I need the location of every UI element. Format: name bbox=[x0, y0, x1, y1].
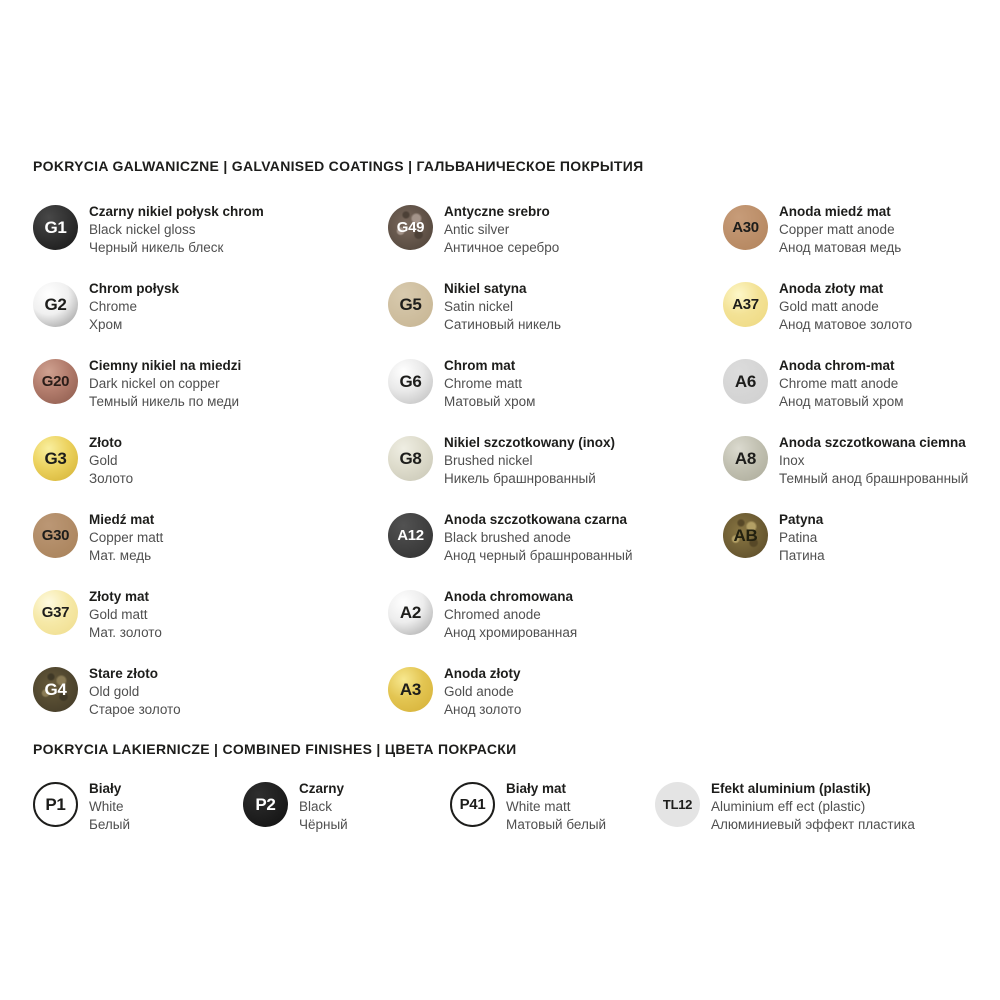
legend-item-ab bbox=[723, 511, 968, 565]
item-name_en: Gold anode bbox=[444, 684, 514, 699]
item-name_pl: Chrom mat bbox=[444, 358, 516, 373]
item-name_pl: Patyna bbox=[779, 512, 824, 527]
item-name_pl: Anoda szczotkowana ciemna bbox=[779, 435, 966, 450]
item-labels bbox=[779, 434, 968, 488]
legend-item-g6 bbox=[388, 357, 633, 411]
color-swatch-a6: A6 bbox=[723, 359, 768, 404]
item-name_en: Chromed anode bbox=[444, 607, 541, 622]
galvanised-column-2 bbox=[388, 203, 633, 742]
item-name_en: Satin nickel bbox=[444, 299, 514, 314]
item-labels bbox=[444, 511, 633, 565]
combined-column-3 bbox=[450, 780, 606, 857]
item-name_ru: Патина bbox=[779, 548, 825, 563]
legend-item-g2 bbox=[33, 280, 264, 334]
item-name_pl: Anoda złoty bbox=[444, 666, 521, 681]
item-labels bbox=[89, 434, 133, 488]
galvanised-section-title: POKRYCIA GALWANICZNE | GALVANISED COATINGS | ГАЛЬВАНИЧЕСКОЕ ПОКРЫТИЯ bbox=[33, 158, 644, 174]
color-swatch-g8: G8 bbox=[388, 436, 433, 481]
item-name_en: Gold matt bbox=[89, 607, 148, 622]
item-name_pl: Antyczne srebro bbox=[444, 204, 550, 219]
item-name_ru: Анод золото bbox=[444, 702, 522, 717]
item-name_pl: Anoda chrom-mat bbox=[779, 358, 895, 373]
item-name_en: Brushed nickel bbox=[444, 453, 533, 468]
item-name_pl: Biały bbox=[89, 781, 122, 796]
legend-item-g5 bbox=[388, 280, 633, 334]
color-swatch-p2: P2 bbox=[243, 782, 288, 827]
legend-item-g3 bbox=[33, 434, 264, 488]
color-swatch-g20: G20 bbox=[33, 359, 78, 404]
item-name_en: Aluminium eff ect (plastic) bbox=[711, 799, 866, 814]
item-name_ru: Старое золото bbox=[89, 702, 181, 717]
item-labels bbox=[444, 665, 521, 719]
item-name_en: Antic silver bbox=[444, 222, 510, 237]
item-name_ru: Черный никель блеск bbox=[89, 240, 224, 255]
item-labels bbox=[299, 780, 348, 834]
item-name_en: Black bbox=[299, 799, 333, 814]
color-swatch-g2: G2 bbox=[33, 282, 78, 327]
item-name_en: Inox bbox=[779, 453, 805, 468]
item-name_ru: Сатиновый никель bbox=[444, 317, 561, 332]
item-name_pl: Czarny bbox=[299, 781, 345, 796]
item-name_en: Gold bbox=[89, 453, 118, 468]
color-swatch-g3: G3 bbox=[33, 436, 78, 481]
legend-item-g20 bbox=[33, 357, 264, 411]
item-labels bbox=[779, 357, 904, 411]
color-swatch-g30: G30 bbox=[33, 513, 78, 558]
color-swatch-g5: G5 bbox=[388, 282, 433, 327]
item-name_pl: Anoda złoty mat bbox=[779, 281, 884, 296]
color-swatch-p1: P1 bbox=[33, 782, 78, 827]
item-name_en: Copper matt anode bbox=[779, 222, 895, 237]
legend-item-g8 bbox=[388, 434, 633, 488]
item-name_pl: Złoto bbox=[89, 435, 122, 450]
legend-item-p41 bbox=[450, 780, 606, 834]
item-name_ru: Матовый хром bbox=[444, 394, 536, 409]
item-name_en: Copper matt bbox=[89, 530, 164, 545]
combined-section-title: POKRYCIA LAKIERNICZE | COMBINED FINISHES | ЦВЕТА ПОКРАСКИ bbox=[33, 741, 517, 757]
item-labels bbox=[711, 780, 915, 834]
legend-item-g30 bbox=[33, 511, 264, 565]
legend-item-a8 bbox=[723, 434, 968, 488]
item-name_pl: Anoda miedź mat bbox=[779, 204, 891, 219]
legend-item-g37 bbox=[33, 588, 264, 642]
color-swatch-a8: A8 bbox=[723, 436, 768, 481]
item-labels bbox=[89, 780, 130, 834]
color-swatch-a2: A2 bbox=[388, 590, 433, 635]
item-labels bbox=[779, 280, 912, 334]
item-labels bbox=[89, 588, 162, 642]
color-swatch-a3: A3 bbox=[388, 667, 433, 712]
item-labels bbox=[779, 203, 901, 257]
color-swatch-p41: P41 bbox=[450, 782, 495, 827]
item-labels bbox=[89, 203, 264, 257]
legend-item-g1 bbox=[33, 203, 264, 257]
color-swatch-g49: G49 bbox=[388, 205, 433, 250]
item-name_en: Chrome matt anode bbox=[779, 376, 899, 391]
item-name_ru: Хром bbox=[89, 317, 123, 332]
item-labels bbox=[444, 203, 559, 257]
legend-item-a30 bbox=[723, 203, 968, 257]
legend-item-p2 bbox=[243, 780, 348, 834]
item-name_ru: Мат. золото bbox=[89, 625, 162, 640]
item-name_pl: Czarny nikiel połysk chrom bbox=[89, 204, 264, 219]
item-name_ru: Античное серебро bbox=[444, 240, 560, 255]
color-swatch-g37: G37 bbox=[33, 590, 78, 635]
color-swatch-g4: G4 bbox=[33, 667, 78, 712]
color-swatch-ab: AB bbox=[723, 513, 768, 558]
item-name_ru: Белый bbox=[89, 817, 131, 832]
item-labels bbox=[89, 357, 241, 411]
item-name_pl: Chrom połysk bbox=[89, 281, 180, 296]
legend-item-p1 bbox=[33, 780, 130, 834]
item-name_pl: Anoda szczotkowana czarna bbox=[444, 512, 628, 527]
item-name_pl: Stare złoto bbox=[89, 666, 159, 681]
item-name_ru: Никель брашнрованный bbox=[444, 471, 596, 486]
item-name_en: White bbox=[89, 799, 124, 814]
item-name_ru: Мат. медь bbox=[89, 548, 152, 563]
item-labels bbox=[506, 780, 606, 834]
legend-item-a3 bbox=[388, 665, 633, 719]
color-swatch-a37: A37 bbox=[723, 282, 768, 327]
item-name_ru: Анод хромированная bbox=[444, 625, 578, 640]
item-name_en: Chrome bbox=[89, 299, 138, 314]
item-labels bbox=[444, 588, 577, 642]
item-name_ru: Анод матовая медь bbox=[779, 240, 902, 255]
legend-item-a12 bbox=[388, 511, 633, 565]
galvanised-column-1 bbox=[33, 203, 264, 742]
legend-item-tl12 bbox=[655, 780, 915, 834]
item-labels bbox=[779, 511, 825, 565]
item-name_pl: Nikiel satyna bbox=[444, 281, 527, 296]
legend-item-a37 bbox=[723, 280, 968, 334]
item-name_ru: Анод черный брашнрованный bbox=[444, 548, 633, 563]
legend-item-a2 bbox=[388, 588, 633, 642]
item-labels bbox=[89, 280, 179, 334]
color-swatch-g6: G6 bbox=[388, 359, 433, 404]
item-name_ru: Матовый белый bbox=[506, 817, 607, 832]
item-name_pl: Efekt aluminium (plastik) bbox=[711, 781, 871, 796]
item-name_ru: Темный анод брашнрованный bbox=[779, 471, 969, 486]
item-name_pl: Ciemny nikiel na miedzi bbox=[89, 358, 242, 373]
item-name_pl: Biały mat bbox=[506, 781, 567, 796]
color-swatch-a30: A30 bbox=[723, 205, 768, 250]
item-name_en: Chrome matt bbox=[444, 376, 523, 391]
item-name_en: Dark nickel on copper bbox=[89, 376, 220, 391]
item-name_pl: Złoty mat bbox=[89, 589, 150, 604]
combined-column-1 bbox=[33, 780, 130, 857]
combined-column-4 bbox=[655, 780, 915, 857]
item-labels bbox=[444, 357, 535, 411]
item-name_en: Black nickel gloss bbox=[89, 222, 196, 237]
item-name_ru: Темный никель по меди bbox=[89, 394, 239, 409]
item-labels bbox=[89, 511, 163, 565]
item-labels bbox=[444, 434, 615, 488]
item-name_pl: Nikiel szczotkowany (inox) bbox=[444, 435, 616, 450]
color-swatch-a12: A12 bbox=[388, 513, 433, 558]
color-swatch-g1: G1 bbox=[33, 205, 78, 250]
item-name_ru: Золото bbox=[89, 471, 134, 486]
item-name_ru: Анод матовый хром bbox=[779, 394, 904, 409]
legend-item-g4 bbox=[33, 665, 264, 719]
item-name_ru: Чёрный bbox=[299, 817, 348, 832]
item-name_ru: Анод матовое золото bbox=[779, 317, 913, 332]
item-labels bbox=[444, 280, 561, 334]
item-name_en: Black brushed anode bbox=[444, 530, 571, 545]
item-name_en: Patina bbox=[779, 530, 818, 545]
color-swatch-tl12: TL12 bbox=[655, 782, 700, 827]
item-labels bbox=[89, 665, 181, 719]
legend-item-g49 bbox=[388, 203, 633, 257]
galvanised-column-3 bbox=[723, 203, 968, 588]
item-name_en: White matt bbox=[506, 799, 571, 814]
item-name_en: Old gold bbox=[89, 684, 140, 699]
item-name_pl: Miedź mat bbox=[89, 512, 155, 527]
item-name_ru: Алюминиевый эффект пластика bbox=[711, 817, 915, 832]
item-name_pl: Anoda chromowana bbox=[444, 589, 574, 604]
legend-item-a6 bbox=[723, 357, 968, 411]
combined-column-2 bbox=[243, 780, 348, 857]
item-name_en: Gold matt anode bbox=[779, 299, 879, 314]
